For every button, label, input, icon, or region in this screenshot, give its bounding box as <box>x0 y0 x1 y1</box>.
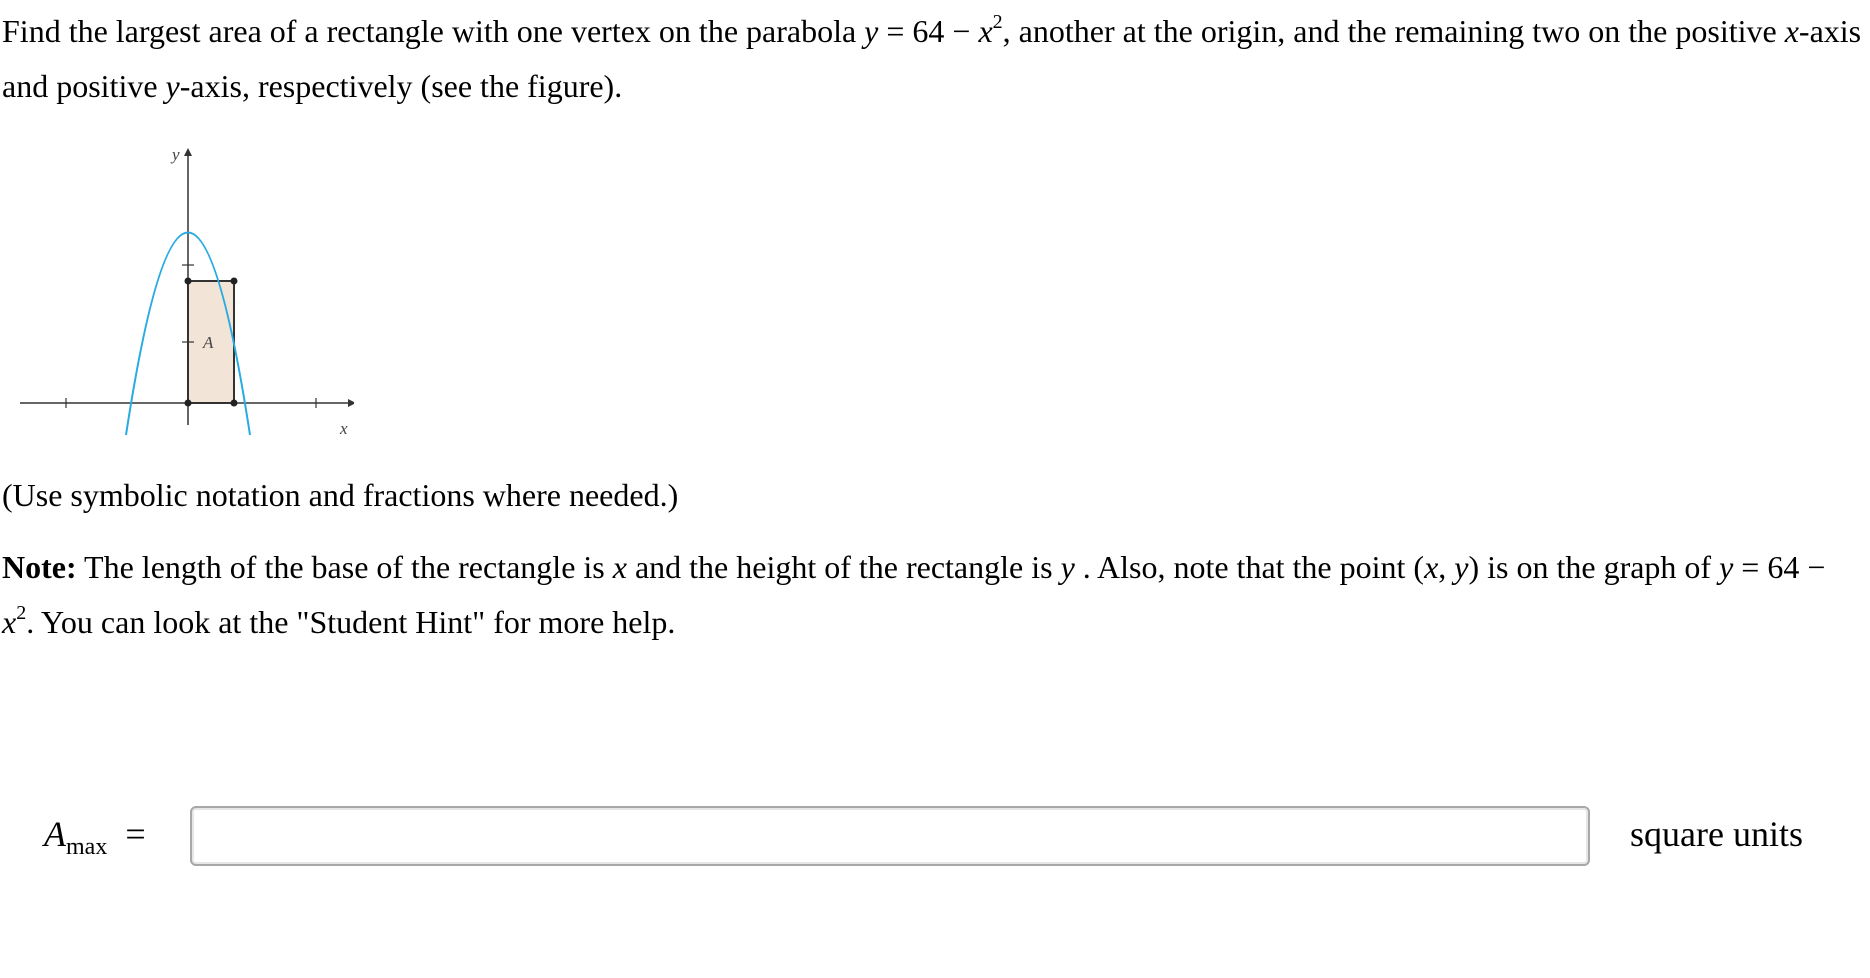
x-axis-label: x <box>340 419 348 438</box>
y-axis-label: y <box>172 145 180 164</box>
y-axis-arrow <box>184 148 192 156</box>
x-axis-arrow <box>348 399 354 407</box>
units-label: square units <box>1630 814 1803 854</box>
var-x: x <box>978 13 993 49</box>
vertex-dot <box>231 278 238 285</box>
answer-row <box>0 806 1870 870</box>
var-y: y <box>864 13 879 49</box>
answer-input[interactable] <box>190 806 1590 866</box>
area-symbol: A <box>44 814 66 854</box>
note-label: Note: <box>2 549 77 585</box>
vertex-dot <box>185 400 192 407</box>
problem-figure <box>14 140 354 450</box>
region-label: A <box>203 333 214 352</box>
question-text: Find the largest area of a rectangle with one vertex on the parabola $y = 64 - x^2$, another at the origin, and the remaining two on the positive x-axis and positive y-axis, respectively (see the figure). <box>2 11 1862 104</box>
instruction-text: (Use symbolic notation and fractions where needed.) <box>2 477 679 513</box>
exponent: 2 <box>992 11 1003 33</box>
area-subscript: max <box>66 834 108 860</box>
equals-sign: = <box>125 814 146 854</box>
vertex-dot <box>185 278 192 285</box>
answer-label <box>44 814 146 867</box>
vertex-dot <box>231 400 238 407</box>
note-text: Note: The length of the base of the rectangle is x and the height of the rectangle is y . Also, note that the point (x, y) is on the graph of $y = 64 - x^2$. You can look at the "Student Hint" for more help. <box>2 549 1826 640</box>
